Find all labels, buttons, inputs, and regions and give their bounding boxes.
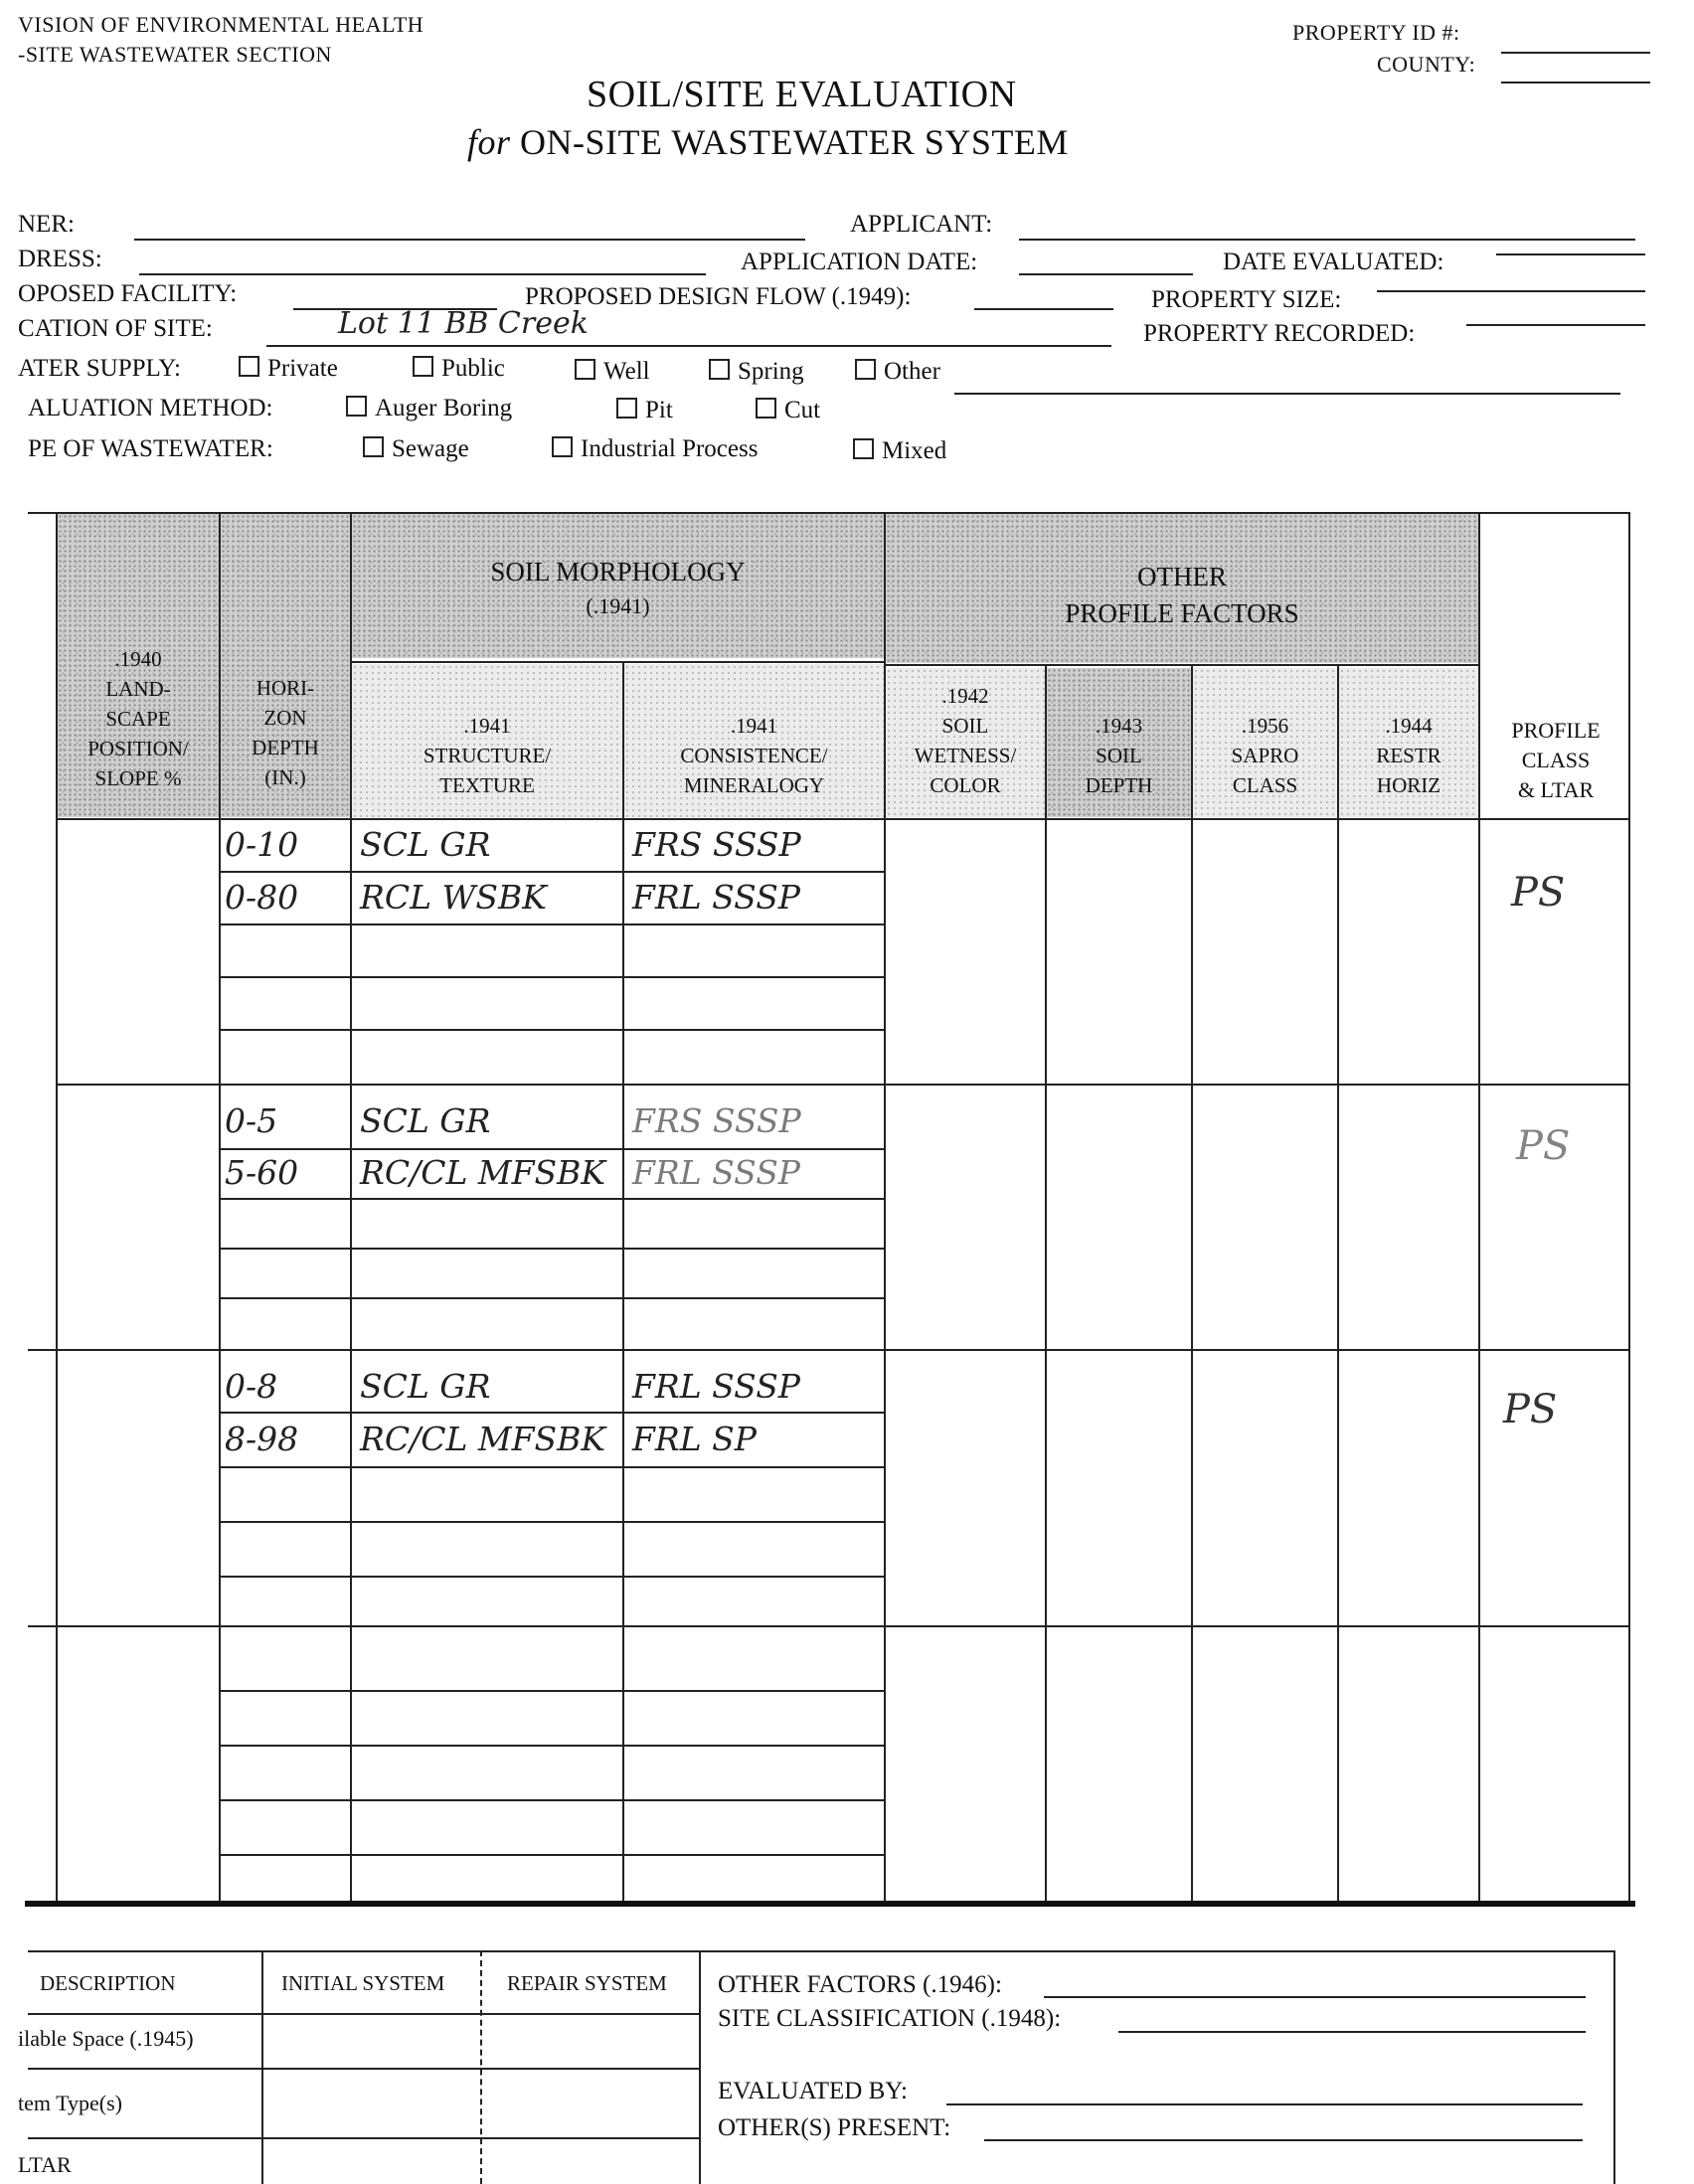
eval-option-auger[interactable]: Auger Boring [346,395,512,422]
horizon-depth-cell: 0-80 [225,878,299,917]
bottom-top-border [28,1950,1613,1952]
ww-option-mixed[interactable]: Mixed [853,437,946,465]
address-line[interactable] [139,273,706,275]
col-landscape-header: .1940 LAND- SCAPE POSITION/ SLOPE % [87,647,189,790]
row-line [219,1576,884,1578]
group-divider [56,1084,1628,1086]
checkbox-icon [853,438,874,459]
property-size-label: PROPERTY SIZE: [1151,286,1342,313]
morphology-sub-divider [352,661,884,663]
col-horizon-header: HORI- ZON DEPTH (IN.) [252,676,319,789]
initial-system-header: INITIAL SYSTEM [281,1971,445,1995]
water-supply-label: ATER SUPPLY: [18,355,181,382]
application-date-label: APPLICATION DATE: [741,249,978,275]
row-line [219,1198,884,1200]
date-evaluated-line[interactable] [1496,253,1645,255]
water-option-well[interactable]: Well [575,358,650,386]
checkbox-icon [756,398,776,419]
property-id-line[interactable] [1501,52,1650,54]
other-factors-label: OTHER FACTORS (.1946): [718,1971,1002,1998]
row-line [219,924,884,925]
row-line [219,1466,884,1468]
design-flow-line[interactable] [974,308,1113,310]
property-size-line[interactable] [1377,290,1645,292]
application-date-line[interactable] [1019,273,1193,275]
applicant-line[interactable] [1019,239,1635,241]
consistence-cell: FRL SSSP [632,1153,801,1192]
water-option-other[interactable]: Other [855,358,940,386]
consistence-cell: FRS SSSP [632,1101,801,1140]
consistence-cell: FRL SSSP [632,1367,801,1406]
row-line [219,1297,884,1299]
summary-row-label: ilable Space (.1945) [18,2026,194,2051]
row-line [219,1854,884,1856]
ww-option-industrial[interactable]: Industrial Process [552,435,758,463]
evaluated-by-line[interactable] [946,2103,1583,2105]
wastewater-type-label: PE OF WASTEWATER: [28,435,273,462]
eval-option-cut[interactable]: Cut [756,397,820,424]
evaluated-by-label: EVALUATED BY: [718,2078,908,2104]
checkbox-icon [239,356,259,377]
col-depth-header: .1943 SOIL DEPTH [1085,714,1153,797]
bottom-col-line-4 [1613,1950,1615,2184]
col-wetness-header: .1942 SOIL WETNESS/ COLOR [914,684,1017,797]
subtitle-rest: ON-SITE WASTEWATER SYSTEM [520,122,1069,162]
row-line [219,1412,884,1414]
owner-line[interactable] [134,239,805,241]
consistence-cell: FRL SP [632,1420,757,1458]
col-restr-header: .1944 RESTR HORIZ [1376,714,1441,797]
form-subtitle [467,121,1069,163]
horizon-depth-cell: 0-8 [225,1367,278,1406]
org-line-2: -SITE WASTEWATER SECTION [18,42,332,67]
structure-cell: SCL GR [360,1367,491,1406]
horizon-depth-cell: 0-5 [225,1101,278,1140]
site-classification-label: SITE CLASSIFICATION (.1948): [718,2005,1062,2032]
ww-option-sewage[interactable]: Sewage [363,435,469,463]
other-factors-title-1: OTHER [1137,562,1227,591]
horizon-depth-cell: 8-98 [225,1420,299,1458]
repair-system-header: REPAIR SYSTEM [507,1971,667,1995]
col-line-8 [1337,664,1339,1904]
others-present-line[interactable] [984,2139,1583,2141]
col-sapro-header: .1956 SAPRO CLASS [1231,714,1299,797]
description-header: DESCRIPTION [40,1971,176,1995]
water-option-spring[interactable]: Spring [709,358,804,386]
row-line [219,1521,884,1523]
applicant-label: APPLICANT: [850,211,993,238]
row-line [219,1690,884,1692]
summary-row-label: LTAR [18,2152,72,2177]
soil-morphology-title: SOIL MORPHOLOGY [490,557,746,587]
date-evaluated-label: DATE EVALUATED: [1223,249,1444,275]
row-line [219,1029,884,1031]
checkbox-icon [413,356,433,377]
evaluation-method-label: ALUATION METHOD: [28,395,273,421]
structure-cell: RC/CL MFSBK [360,1420,606,1458]
bottom-row-line [28,2137,699,2139]
factors-sub-divider [886,664,1478,666]
checkbox-icon [552,436,573,457]
consistence-cell: FRS SSSP [632,825,801,864]
water-option-private[interactable]: Private [239,355,338,383]
col-line-10 [1628,512,1630,1904]
col-structure-header: .1941 STRUCTURE/ TEXTURE [423,714,552,797]
profile-class-cell: PS [1516,1123,1571,1169]
profile-class-cell: PS [1503,1387,1558,1432]
profile-class-cell: PS [1511,870,1566,916]
other-factors-line[interactable] [1044,1996,1586,1998]
other-factors-title-2: PROFILE FACTORS [1065,598,1299,628]
structure-cell: SCL GR [360,1101,491,1140]
row-line [219,1148,884,1150]
property-id-label: PROPERTY ID #: [1292,20,1460,45]
structure-cell: SCL GR [360,825,491,864]
location-line[interactable] [266,345,1111,347]
consistence-cell: FRL SSSP [632,878,801,917]
form-title: SOIL/SITE EVALUATION [587,74,1017,115]
water-other-line[interactable] [954,393,1620,395]
location-value: Lot 11 BB Creek [338,306,589,341]
group-divider [28,1625,1628,1627]
group-divider [28,1349,1628,1351]
table-bottom-bar [25,1901,1635,1907]
checkbox-icon [363,436,384,457]
col-line-3 [350,512,352,1904]
org-line-1: VISION OF ENVIRONMENTAL HEALTH [18,12,424,37]
address-label: DRESS: [18,246,102,272]
checkbox-icon [709,359,730,380]
county-label: COUNTY: [1377,52,1476,77]
row-line [219,1248,884,1250]
proposed-facility-label: OPOSED FACILITY: [18,280,238,307]
header-bottom-border [58,818,1630,820]
summary-row-label: tem Type(s) [18,2091,122,2115]
checkbox-icon [575,359,595,380]
col-line-1 [56,512,58,1904]
structure-cell: RC/CL MFSBK [360,1153,606,1192]
property-recorded-label: PROPERTY RECORDED: [1143,320,1416,347]
row-line [219,976,884,978]
owner-label: NER: [18,211,75,238]
county-line[interactable] [1501,82,1650,84]
structure-cell: RCL WSBK [360,878,547,917]
horizon-depth-cell: 0-10 [225,825,299,864]
horizon-depth-cell: 5-60 [225,1153,299,1192]
others-present-label: OTHER(S) PRESENT: [718,2114,951,2141]
water-option-public[interactable]: Public [413,355,505,383]
row-line [219,871,884,873]
site-classification-line[interactable] [1118,2031,1586,2033]
col-line-6 [1045,664,1047,1904]
subtitle-for: for [467,122,511,162]
checkbox-icon [616,398,637,419]
bottom-row-line [28,2013,699,2015]
col-line-2 [219,512,221,1904]
row-line [219,1745,884,1747]
row-line [219,1799,884,1801]
bottom-row-line [28,2068,699,2070]
eval-option-pit[interactable]: Pit [616,397,673,424]
col-line-5 [884,512,886,1904]
col-line-4 [622,661,624,1904]
bottom-col-line-3 [699,1950,701,2184]
col-line-7 [1191,664,1193,1904]
location-label: CATION OF SITE: [18,315,213,342]
soil-morphology-rule: (.1941) [586,593,650,618]
col-consistence-header: .1941 CONSISTENCE/ MINERALOGY [680,714,828,797]
table-top-border [28,512,1630,514]
property-recorded-line[interactable] [1466,324,1645,326]
col-line-9 [1478,512,1480,1904]
design-flow-label: PROPOSED DESIGN FLOW (.1949): [525,283,912,310]
col-profile-header: PROFILE CLASS & LTAR [1511,718,1601,802]
checkbox-icon [855,359,876,380]
checkbox-icon [346,396,367,417]
